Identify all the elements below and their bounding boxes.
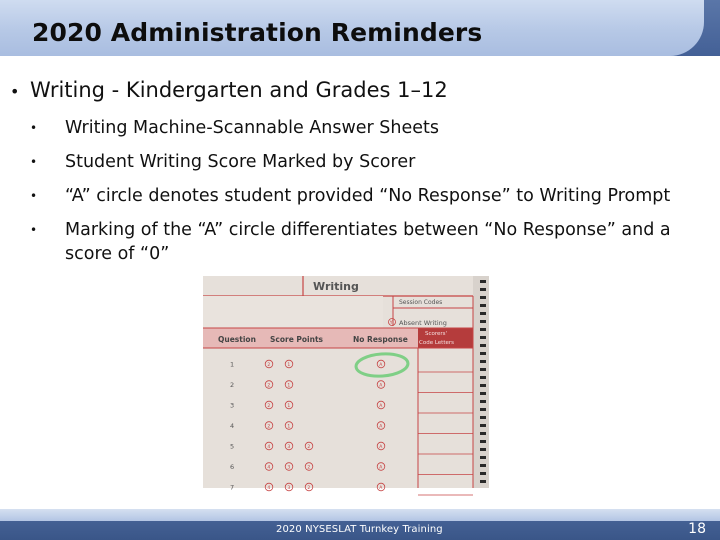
timing-mark [480,408,486,411]
no-response-bubble-label: A [379,465,383,471]
sub-bullet-text: “A” circle denotes student provided “No Response” to Writing Prompt [65,186,671,206]
timing-mark [480,296,486,299]
sub-bullet-text: Student Writing Score Marked by Scorer [65,152,416,172]
answer-sheet-drawing [203,276,489,492]
sub-bullet [28,116,698,140]
column-score-points-label: Score Points [270,335,324,344]
slide-title: 2020 Administration Reminders [32,18,483,47]
main-bullet [10,78,448,102]
sub-bullet [28,184,698,208]
sheet-heading: Writing [313,280,359,293]
sub-bullet-text: Marking of the “A” circle differentiates between “No Response” and a score of “0” [65,220,671,264]
sub-bullet [28,150,698,174]
timing-mark [480,336,486,339]
timing-mark [480,320,486,323]
timing-mark [480,400,486,403]
session-codes-label: Session Codes [399,299,443,306]
bullet-dot: • [30,189,38,203]
question-number: 7 [230,483,235,492]
score-bubble-label: 3 [287,486,291,491]
score-bubble-label: 2 [267,383,271,389]
score-bubble-label: 1 [287,363,291,368]
score-bubble-label: 2 [307,486,311,491]
score-bubble-label: 1 [287,404,291,409]
timing-mark [480,472,486,475]
bullet-dot: • [30,155,38,169]
timing-mark [480,352,486,355]
score-bubble-label: 3 [287,465,291,471]
timing-mark [480,344,486,347]
score-bubble-label: 1 [287,424,291,430]
timing-mark [480,440,486,443]
no-response-bubble-label: A [379,363,383,368]
timing-mark [480,368,486,371]
question-number: 6 [230,463,235,471]
timing-mark [480,376,486,379]
question-number: 5 [230,442,235,451]
no-response-bubble-label: A [379,404,383,409]
answer-sheet-photo [203,276,489,492]
question-number: 2 [230,381,235,389]
timing-mark [480,304,486,307]
footer-band [0,509,720,521]
timing-mark [480,312,486,315]
bullet-dot: • [30,223,38,237]
slide-number: 18 [688,521,706,537]
score-bubble-label: 2 [267,363,271,368]
timing-mark [480,424,486,427]
timing-mark [480,456,486,459]
timing-mark [480,384,486,387]
timing-mark [480,288,486,291]
bullet-dot: • [10,82,20,101]
no-response-bubble-label: A [379,486,383,491]
no-response-bubble-label: A [379,383,383,389]
title-bar [0,0,704,56]
sub-bullet-text: Writing Machine-Scannable Answer Sheets [65,118,440,138]
bullet-dot: • [30,121,38,135]
column-no-response-label: No Response [353,335,408,344]
timing-mark [480,328,486,331]
timing-mark [480,432,486,435]
training-label: 2020 NYSESLAT Turnkey Training [276,524,443,535]
score-bubble-label: 2 [307,465,311,471]
no-response-bubble-label: A [379,445,383,450]
score-bubble-label: 1 [287,383,291,389]
timing-mark [480,360,486,363]
score-bubble-label: 4 [267,486,271,491]
scorers-label: Scorers' [425,331,448,337]
absent-bubble-letter: Y [389,321,393,326]
timing-mark [480,480,486,483]
question-number: 4 [230,422,235,430]
absent-writing-label: Absent Writing [399,319,447,327]
score-bubble-label: 3 [287,445,291,450]
timing-mark [480,448,486,451]
timing-mark [480,416,486,419]
score-bubble-label: 2 [307,445,311,450]
sub-bullet-list [28,116,698,276]
timing-mark [480,464,486,467]
timing-mark [480,392,486,395]
column-question-label: Question [218,335,256,344]
question-number: 3 [230,401,235,410]
sub-bullet [28,218,698,266]
scorers-label: Code Letters [419,340,455,346]
score-bubble-label: 2 [267,404,271,409]
sheet-blank-area [203,296,383,328]
no-response-bubble-label: A [379,424,383,430]
question-number: 1 [230,360,235,369]
main-bullet-text: Writing - Kindergarten and Grades 1–12 [30,78,448,102]
score-bubble-label: 2 [267,424,271,430]
timing-mark [480,280,486,283]
score-bubble-label: 4 [267,445,271,450]
score-bubble-label: 4 [267,465,271,471]
